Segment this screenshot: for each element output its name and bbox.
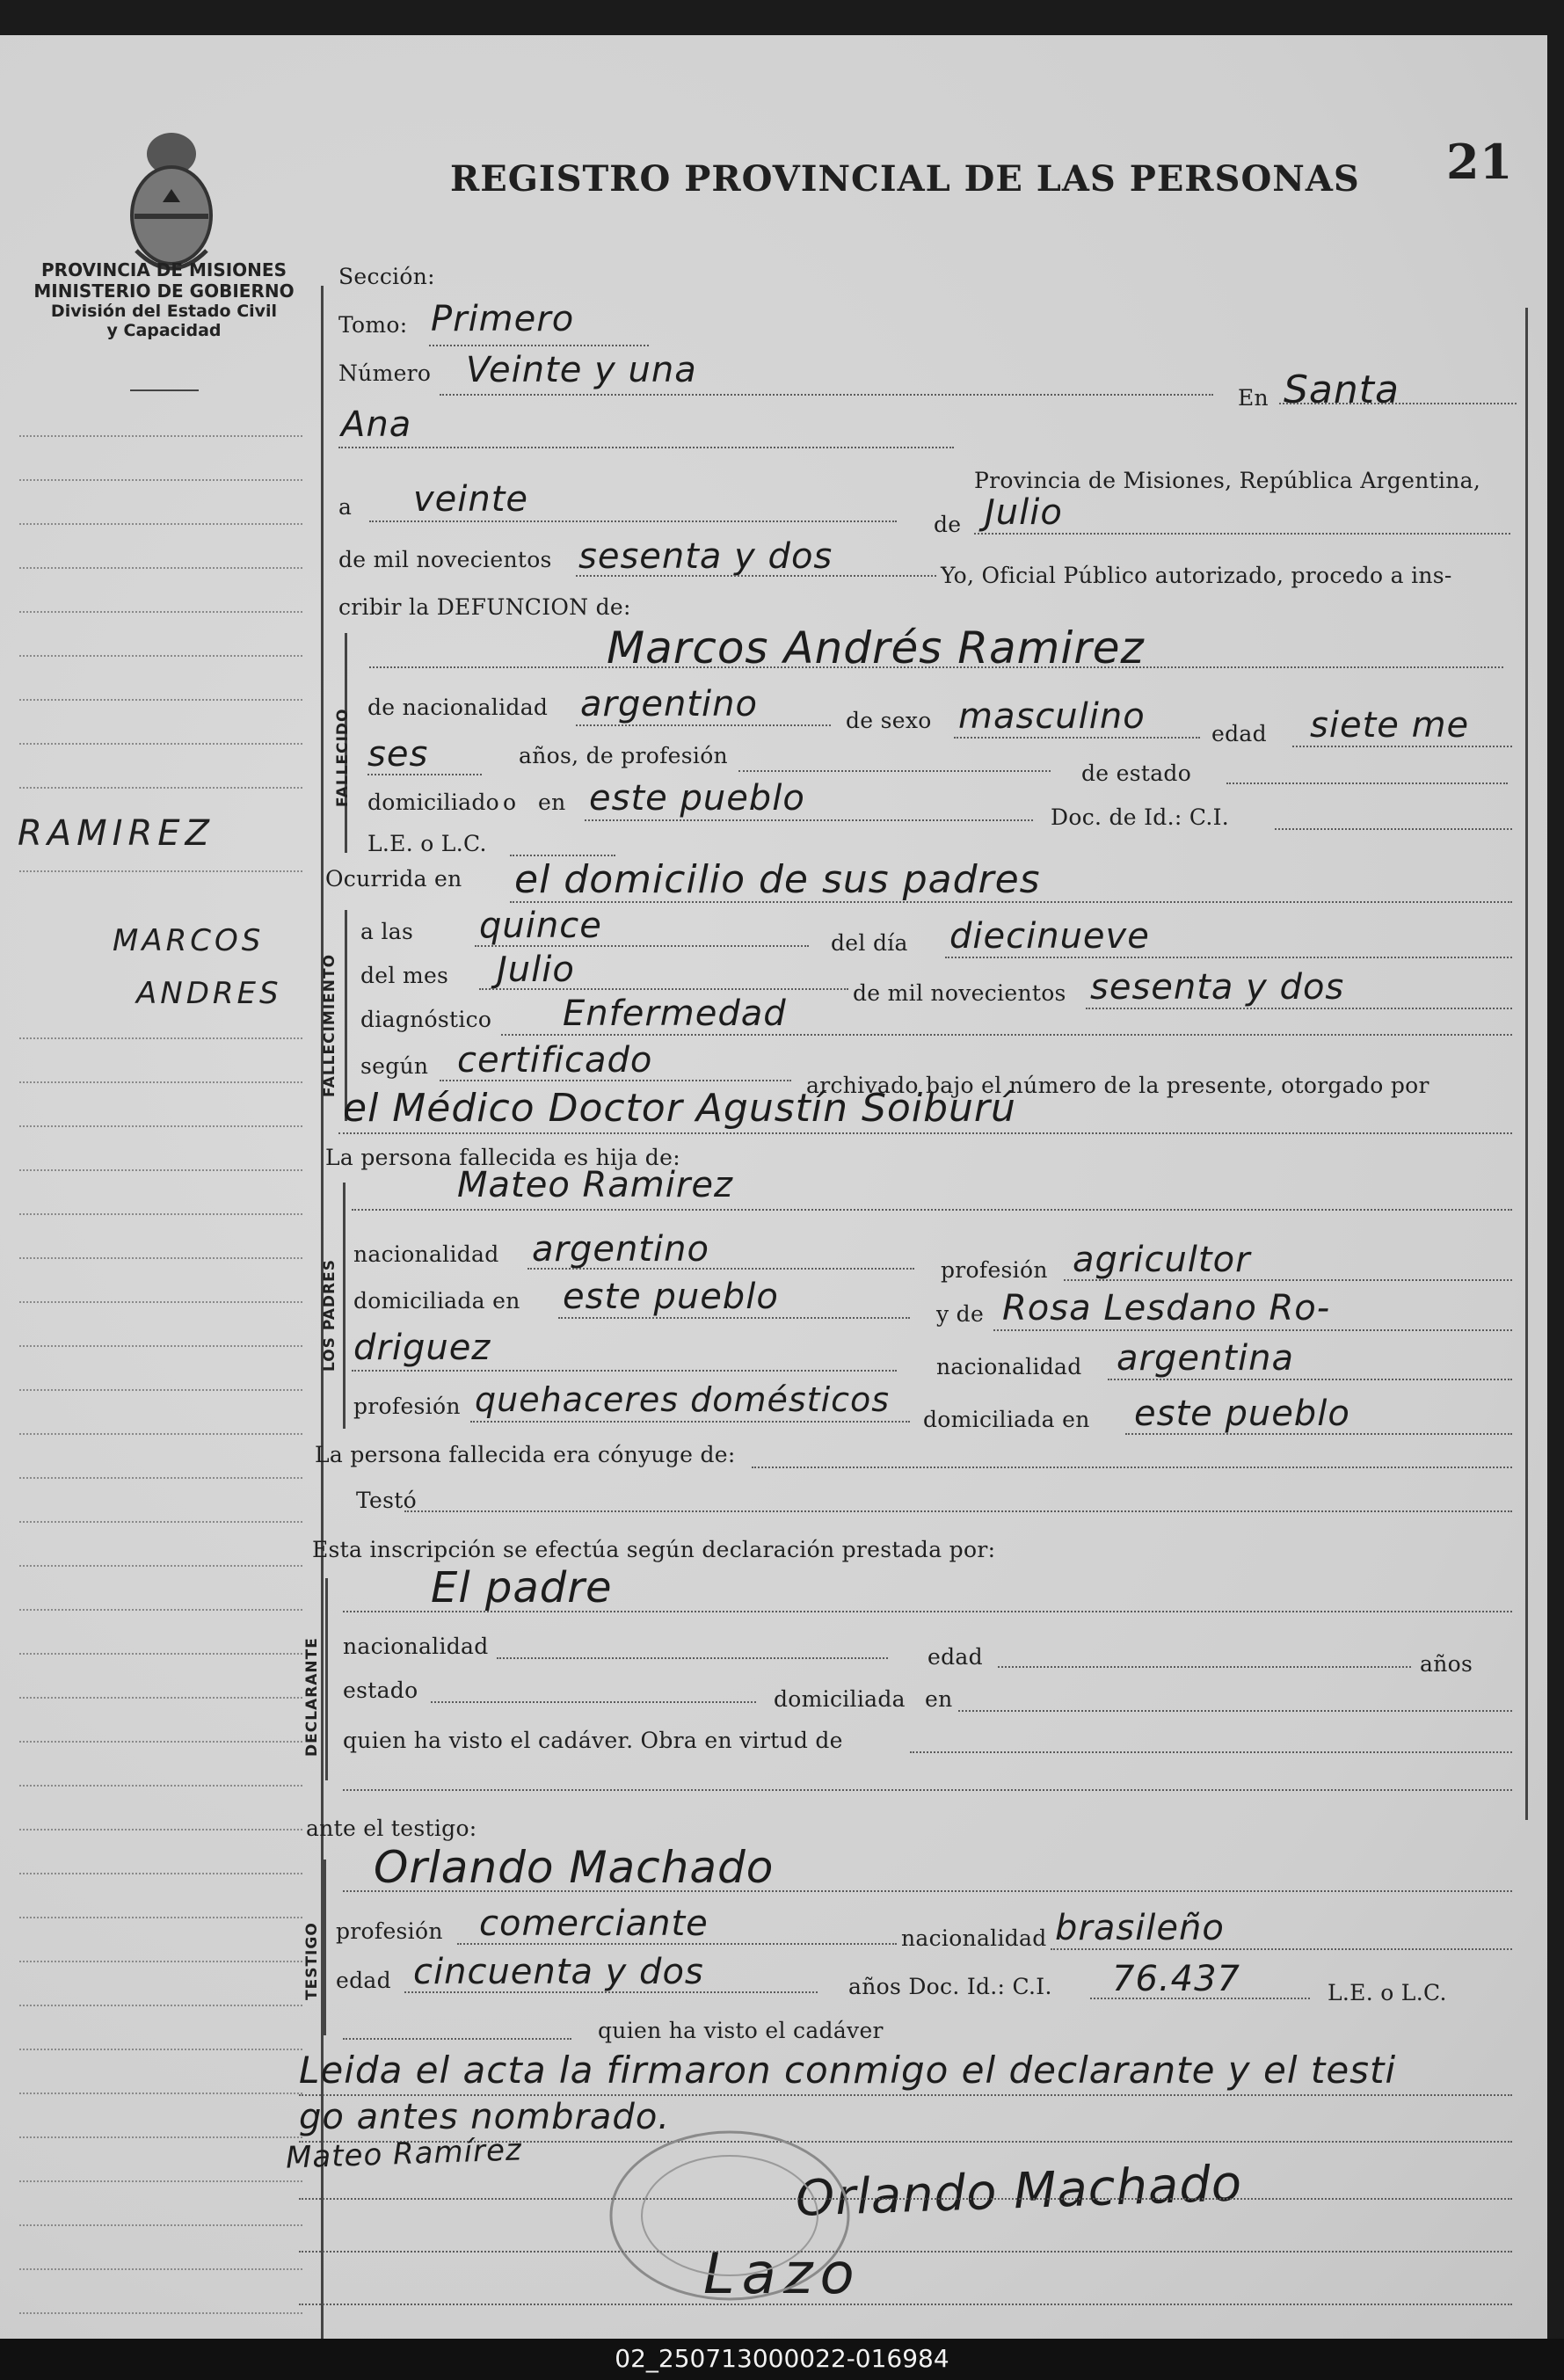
testigo-nacionalidad-label: nacionalidad — [901, 1925, 1047, 1951]
fill-line — [945, 957, 1512, 958]
mil-label-fallecimiento: de mil novecientos — [853, 980, 1066, 1006]
numero-label: Número — [338, 360, 432, 386]
mes-value-fallecimiento: Julio — [497, 950, 575, 990]
declarante-nombre: El padre — [431, 1563, 613, 1612]
testigo-le-label: L.E. o L.C. — [1328, 1980, 1447, 2005]
tomo-label: Tomo: — [338, 312, 408, 338]
hora-label: a las — [360, 919, 414, 944]
testigo-nacionalidad-value: brasileño — [1055, 1908, 1225, 1948]
madre-profesion-value: quehaceres domésticos — [475, 1380, 891, 1419]
org-line: MINISTERIO DE GOBIERNO — [33, 280, 295, 302]
org-line: y Capacidad — [106, 321, 222, 340]
medico-value: el Médico Doctor Agustín Soiburú — [343, 1086, 1016, 1131]
padre-nacionalidad-label: nacionalidad — [353, 1241, 499, 1267]
fill-line — [1226, 782, 1508, 784]
ante-testigo-label: ante el testigo: — [306, 1816, 477, 1841]
diag-label: diagnóstico — [360, 1007, 492, 1032]
fill-line — [1108, 1379, 1512, 1380]
fill-line — [369, 520, 897, 522]
mil-label: de mil novecientos — [338, 547, 552, 572]
doc-label: Doc. de Id.: C.I. — [1051, 804, 1230, 830]
padre-nombre: Mateo Ramirez — [457, 1165, 733, 1205]
fill-line — [440, 394, 1213, 396]
oficial-text: Yo, Oficial Público autorizado, procedo a ins- — [941, 563, 1452, 588]
fill-line — [1064, 1279, 1512, 1281]
closing-line: go antes nombrado. — [299, 2097, 671, 2137]
fill-line — [752, 1467, 1512, 1468]
fill-line — [352, 1209, 1512, 1211]
testigo-profesion-value: comerciante — [479, 1903, 709, 1944]
padre-domicilio-label: domiciliada en — [353, 1288, 520, 1314]
fill-line — [299, 2304, 1512, 2305]
segun-label: según — [360, 1053, 429, 1079]
section-label-declarante: DECLARANTE — [303, 1637, 321, 1757]
fill-line — [343, 1789, 1512, 1791]
fill-line — [738, 770, 1051, 772]
madre-nombre: Rosa Lesdano Ro- — [1002, 1288, 1331, 1328]
testigo-profesion-label: profesión — [336, 1918, 443, 1944]
fill-line — [429, 345, 649, 346]
domicilio-o: o — [503, 790, 517, 815]
fill-line — [501, 1034, 1512, 1036]
fill-line — [1292, 746, 1512, 747]
declarante-cadaver-text: quien ha visto el cadáver. Obra en virtud de — [343, 1728, 843, 1753]
conyuge-label: La persona fallecida era cónyuge de: — [315, 1442, 736, 1467]
fill-line — [404, 1991, 818, 1993]
numero-value: Veinte y una — [466, 350, 697, 390]
dia-value: veinte — [413, 479, 529, 520]
section-bracket — [343, 1183, 346, 1429]
fill-line — [998, 1666, 1411, 1668]
section-bracket — [324, 1860, 326, 2035]
declarante-nacionalidad-label: nacionalidad — [343, 1634, 489, 1659]
testigo-doc-value: 76.437 — [1112, 1959, 1240, 1999]
fill-line — [343, 1890, 1512, 1892]
mes-value: Julio — [985, 492, 1063, 533]
fill-line — [367, 774, 482, 775]
fill-line — [1279, 403, 1517, 404]
nacionalidad-label: de nacionalidad — [367, 695, 549, 720]
inscribir-text: cribir la DEFUNCION de: — [338, 594, 631, 620]
domicilio-value: este pueblo — [589, 778, 805, 819]
edad-value: siete me — [1310, 705, 1470, 746]
official-seal-stamp — [598, 2119, 862, 2312]
le-label: L.E. o L.C. — [367, 831, 487, 856]
page-number: 21 — [1446, 134, 1513, 190]
madre-nacionalidad-label: nacionalidad — [936, 1354, 1082, 1379]
en-value: Santa — [1284, 368, 1400, 412]
anio-value: sesenta y dos — [578, 536, 833, 577]
fill-line — [497, 1657, 888, 1659]
fill-line — [576, 724, 831, 726]
fill-line — [510, 901, 1512, 903]
en-label: En — [1238, 385, 1269, 411]
org-line: División del Estado Civil — [50, 302, 278, 321]
nacionalidad-value: argentino — [580, 684, 758, 724]
fill-line — [431, 1701, 756, 1703]
section-label-fallecido: FALLECIDO — [334, 708, 352, 807]
hija-label: La persona fallecida es hija de: — [325, 1145, 680, 1170]
fallecido-nombre: Marcos Andrés Ramirez — [607, 622, 1145, 673]
ocurrida-label: Ocurrida en — [325, 866, 462, 892]
fill-line — [1275, 828, 1512, 830]
fill-line — [457, 1943, 897, 1945]
domicilio-en: en — [538, 790, 566, 815]
divider — [130, 389, 199, 391]
en-value-cont: Ana — [341, 404, 412, 445]
sexo-value: masculino — [958, 696, 1146, 737]
fill-line — [576, 575, 936, 577]
section-label-testigo: TESTIGO — [303, 1922, 321, 2000]
section-label-padres: LOS PADRES — [321, 1259, 338, 1372]
fill-line — [299, 2251, 1512, 2253]
testigo-doc-label: años Doc. Id.: C.I. — [848, 1974, 1052, 1999]
provincia-text: Provincia de Misiones, República Argentina, — [974, 468, 1481, 493]
padre-nacionalidad-value: argentino — [532, 1229, 709, 1270]
seccion-label: Sección: — [338, 264, 435, 289]
testigo-cadaver-text: quien ha visto el cadáver — [598, 2018, 884, 2043]
fill-line — [510, 855, 615, 856]
fill-line — [910, 1751, 1512, 1753]
archivado-text: archivado bajo el número de la presente, otorgado por — [806, 1073, 1429, 1098]
fill-line — [299, 2198, 1512, 2200]
edad-value-cont: ses — [367, 734, 429, 775]
signature-testigo: Orlando Machado — [795, 2155, 1244, 2228]
fill-line — [1125, 1433, 1512, 1435]
dia-label: del día — [831, 930, 908, 956]
section-bracket — [325, 1578, 328, 1780]
fill-line — [958, 1710, 1512, 1712]
fill-line — [299, 2094, 1512, 2096]
fill-line — [404, 1510, 1512, 1512]
signature-oficial: Lazo — [703, 2242, 862, 2307]
ocurrida-value: el domicilio de sus padres — [514, 857, 1041, 902]
testigo-edad-value: cincuenta y dos — [413, 1952, 704, 1992]
madre-domicilio-label: domiciliada en — [923, 1407, 1090, 1432]
hora-value: quince — [479, 906, 602, 946]
anios-label: años, de profesión — [519, 743, 728, 768]
fill-line — [352, 1370, 897, 1372]
domicilio-label: domiciliado — [367, 790, 500, 815]
fill-line — [479, 988, 848, 990]
issuing-office — [12, 259, 316, 340]
mes-label: del mes — [360, 963, 449, 988]
estado-label: de estado — [1081, 761, 1192, 786]
fill-line — [470, 1421, 910, 1423]
fill-line — [338, 1132, 1512, 1134]
margin-given-name: ANDRES — [136, 976, 282, 1011]
anio-value-fallecimiento: sesenta y dos — [1090, 967, 1345, 1008]
madre-nacionalidad-value: argentina — [1117, 1338, 1294, 1379]
edad-label: edad — [1211, 721, 1267, 746]
fill-line — [343, 2038, 571, 2040]
margin-given-name: MARCOS — [113, 923, 265, 958]
fill-line — [475, 945, 809, 947]
declarante-estado-label: estado — [343, 1678, 418, 1703]
footer-bar — [0, 2339, 1564, 2380]
fill-line — [1051, 1948, 1512, 1950]
fill-line — [974, 533, 1510, 535]
signature-declarante: Mateo Ramírez — [285, 2132, 523, 2176]
padre-domicilio-value: este pueblo — [563, 1277, 779, 1317]
diag-value: Enfermedad — [563, 993, 787, 1034]
testo-label: Testó — [356, 1488, 417, 1513]
testigo-nombre: Orlando Machado — [374, 1842, 775, 1893]
madre-domicilio-value: este pueblo — [1134, 1394, 1350, 1434]
madre-nombre-cont: driguez — [353, 1328, 491, 1368]
de-label: de — [934, 512, 962, 537]
document-page — [0, 35, 1547, 2339]
margin-surname: RAMIREZ — [18, 813, 215, 854]
page-title: REGISTRO PROVINCIAL DE LAS PERSONAS — [450, 158, 1360, 200]
segun-value: certificado — [457, 1040, 653, 1081]
testigo-edad-label: edad — [336, 1968, 391, 1993]
madre-profesion-label: profesión — [353, 1394, 461, 1419]
fill-line — [558, 1317, 910, 1319]
fill-line — [338, 447, 954, 448]
inscripcion-text: Esta inscripción se efectúa según declaración prestada por: — [312, 1537, 996, 1562]
fill-line — [954, 737, 1200, 739]
padre-profesion-label: profesión — [941, 1257, 1048, 1283]
padre-profesion-value: agricultor — [1073, 1240, 1251, 1280]
closing-line: Leida el acta la firmaron conmigo el declarante y el testi — [299, 2049, 1397, 2092]
sexo-label: de sexo — [846, 708, 932, 733]
image-id-label: 02_250713000022-016984 — [615, 2344, 949, 2373]
tomo-value: Primero — [431, 299, 575, 339]
fill-line — [527, 1268, 914, 1270]
fill-line — [343, 1611, 1512, 1612]
org-line: PROVINCIA DE MISIONES — [41, 259, 287, 280]
section-label-fallecimiento: FALLECIMIENTO — [321, 953, 338, 1097]
fill-line — [1086, 1008, 1512, 1009]
fill-line — [585, 819, 1033, 821]
fill-line — [440, 1080, 791, 1081]
fill-line — [993, 1329, 1512, 1331]
right-margin-rule — [1525, 308, 1528, 1820]
y-de-label: y de — [936, 1301, 985, 1327]
fill-line — [369, 666, 1503, 668]
dia-value-fallecimiento: diecinueve — [949, 916, 1150, 957]
declarante-domicilio-label: domiciliada — [774, 1686, 906, 1712]
declarante-edad-label: edad — [927, 1644, 983, 1670]
declarante-en-label: en — [925, 1686, 953, 1712]
fill-line — [1090, 1998, 1310, 1999]
a-label: a — [338, 494, 353, 520]
declarante-anios-label: años — [1420, 1651, 1473, 1677]
